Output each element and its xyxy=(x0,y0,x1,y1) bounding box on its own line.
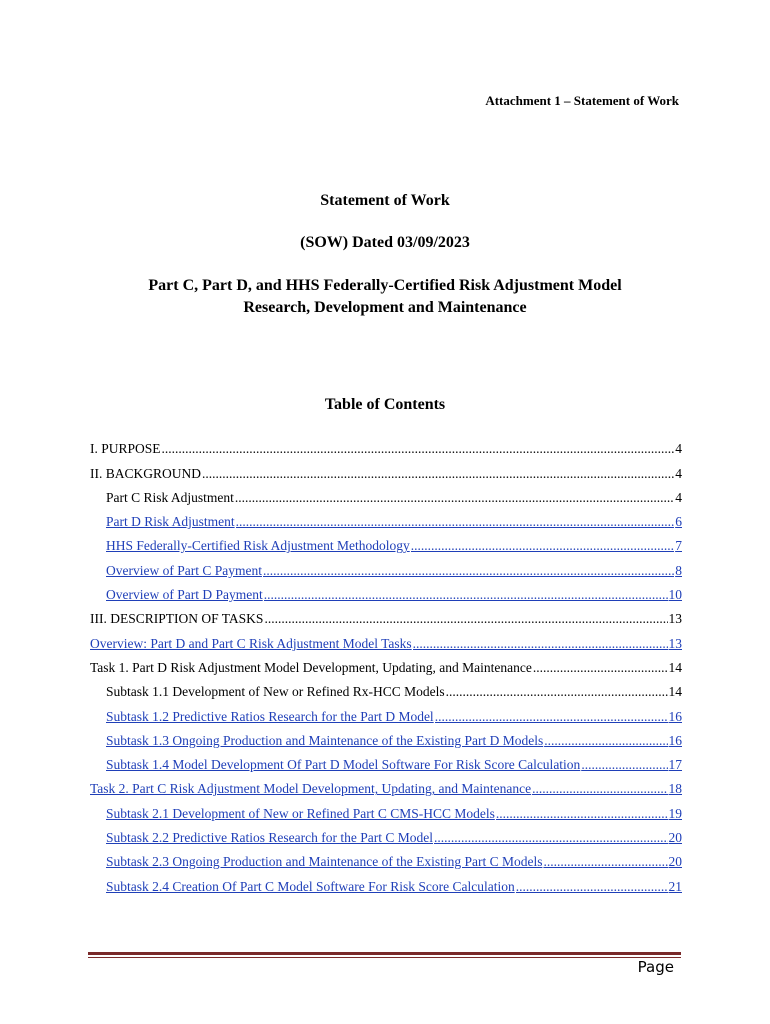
toc-entry-title: II. BACKGROUND xyxy=(90,465,201,481)
toc-entry-title[interactable]: Subtask 1.3 Ongoing Production and Maintenance of the Existing Part D Models xyxy=(106,732,544,748)
toc-dot-leader xyxy=(435,707,668,726)
toc-dot-leader xyxy=(264,609,667,628)
toc-entry-title[interactable]: Subtask 2.1 Development of New or Refined Part C CMS-HCC Models xyxy=(106,805,495,821)
toc-entry xyxy=(90,677,682,701)
toc-entry-page-number[interactable]: 20 xyxy=(668,830,682,846)
toc-entry-title[interactable]: Subtask 1.2 Predictive Ratios Research for the Part D Model xyxy=(106,708,434,724)
toc-entry-title[interactable]: Part D Risk Adjustment xyxy=(106,514,235,530)
toc-dot-leader xyxy=(543,852,667,871)
toc-entry xyxy=(90,458,682,482)
document-header: Attachment 1 – Statement of Work xyxy=(485,93,679,108)
toc-dot-leader xyxy=(434,828,668,847)
toc-entry-page-number[interactable]: 20 xyxy=(668,854,682,870)
toc-entry-page-number: 14 xyxy=(668,659,682,675)
toc-entry-title[interactable]: Task 2. Part C Risk Adjustment Model Development, Updating, and Maintenance xyxy=(90,781,532,797)
toc-entry-page-number[interactable]: 17 xyxy=(668,757,682,773)
toc-entry[interactable] xyxy=(90,847,682,871)
toc-dot-leader xyxy=(533,658,668,677)
toc-dot-leader xyxy=(516,877,668,896)
page-label: Page xyxy=(637,958,674,976)
toc-entry xyxy=(90,483,682,507)
toc-entry[interactable] xyxy=(90,798,682,822)
toc-entry[interactable] xyxy=(90,871,682,895)
toc-dot-leader xyxy=(496,804,668,823)
toc-entry-title: I. PURPOSE xyxy=(90,441,161,457)
toc-dot-leader xyxy=(581,755,667,774)
toc-entry xyxy=(90,653,682,677)
footer-divider xyxy=(88,952,681,955)
toc-entry-page-number[interactable]: 16 xyxy=(668,732,682,748)
toc-entry[interactable] xyxy=(90,555,682,579)
toc-dot-leader xyxy=(411,536,675,555)
toc-dot-leader xyxy=(413,634,668,653)
toc-dot-leader xyxy=(446,682,668,701)
table-of-contents xyxy=(90,434,682,896)
toc-entry[interactable] xyxy=(90,701,682,725)
toc-entry[interactable] xyxy=(90,507,682,531)
toc-entry-page-number[interactable]: 8 xyxy=(675,562,682,578)
toc-entry-title: III. DESCRIPTION OF TASKS xyxy=(90,611,264,627)
toc-entry-page-number: 4 xyxy=(675,441,682,457)
toc-dot-leader xyxy=(162,439,675,458)
toc-entry-page-number[interactable]: 13 xyxy=(668,635,682,651)
document-subtitle xyxy=(0,275,770,319)
toc-entry-title: Task 1. Part D Risk Adjustment Model Development, Updating, and Maintenance xyxy=(90,659,532,675)
toc-entry[interactable] xyxy=(90,628,682,652)
footer-divider-thin xyxy=(88,957,681,958)
toc-entry[interactable] xyxy=(90,750,682,774)
toc-entry-title[interactable]: Overview of Part D Payment xyxy=(106,587,263,603)
document-subtitle-line-2: Research, Development and Maintenance xyxy=(243,299,527,316)
toc-entry-page-number[interactable]: 6 xyxy=(675,514,682,530)
toc-entry[interactable] xyxy=(90,774,682,798)
toc-entry xyxy=(90,434,682,458)
toc-entry-title[interactable]: Overview of Part C Payment xyxy=(106,562,262,578)
toc-entry-title: Part C Risk Adjustment xyxy=(106,489,234,505)
document-subtitle-line-1: Part C, Part D, and HHS Federally-Certified Risk Adjustment Model xyxy=(148,277,622,294)
toc-entry-page-number[interactable]: 19 xyxy=(668,805,682,821)
toc-dot-leader xyxy=(532,779,667,798)
toc-entry-page-number: 13 xyxy=(668,611,682,627)
toc-entry-page-number: 4 xyxy=(675,465,682,481)
document-date-line: (SOW) Dated 03/09/2023 xyxy=(300,234,470,251)
toc-entry-page-number[interactable]: 16 xyxy=(668,708,682,724)
toc-heading: Table of Contents xyxy=(324,396,446,413)
toc-entry-page-number[interactable]: 7 xyxy=(675,538,682,554)
toc-entry[interactable] xyxy=(90,726,682,750)
toc-entry-title[interactable]: Subtask 2.4 Creation Of Part C Model Software For Risk Score Calculation xyxy=(106,878,515,894)
toc-entry[interactable] xyxy=(90,823,682,847)
toc-entry-title[interactable]: Subtask 2.2 Predictive Ratios Research for the Part C Model xyxy=(106,830,433,846)
toc-entry-title[interactable]: Subtask 2.3 Ongoing Production and Maintenance of the Existing Part C Models xyxy=(106,854,543,870)
toc-entry-page-number: 14 xyxy=(668,684,682,700)
toc-entry-title: Subtask 1.1 Development of New or Refined Rx-HCC Models xyxy=(106,684,445,700)
document-title: Statement of Work xyxy=(320,192,450,209)
toc-dot-leader xyxy=(202,464,674,483)
toc-dot-leader xyxy=(236,512,675,531)
toc-entry[interactable] xyxy=(90,580,682,604)
toc-entry-title[interactable]: HHS Federally-Certified Risk Adjustment Methodology xyxy=(106,538,410,554)
toc-dot-leader xyxy=(263,561,674,580)
toc-entry xyxy=(90,604,682,628)
toc-entry-page-number: 4 xyxy=(675,489,682,505)
toc-dot-leader xyxy=(235,488,674,507)
toc-entry-title[interactable]: Subtask 1.4 Model Development Of Part D Model Software For Risk Score Calculation xyxy=(106,757,581,773)
toc-entry-title[interactable]: Overview: Part D and Part C Risk Adjustment Model Tasks xyxy=(90,635,412,651)
toc-dot-leader xyxy=(544,731,667,750)
toc-entry-page-number[interactable]: 21 xyxy=(668,878,682,894)
toc-dot-leader xyxy=(264,585,668,604)
toc-entry-page-number[interactable]: 10 xyxy=(668,587,682,603)
toc-entry-page-number[interactable]: 18 xyxy=(668,781,682,797)
toc-entry[interactable] xyxy=(90,531,682,555)
